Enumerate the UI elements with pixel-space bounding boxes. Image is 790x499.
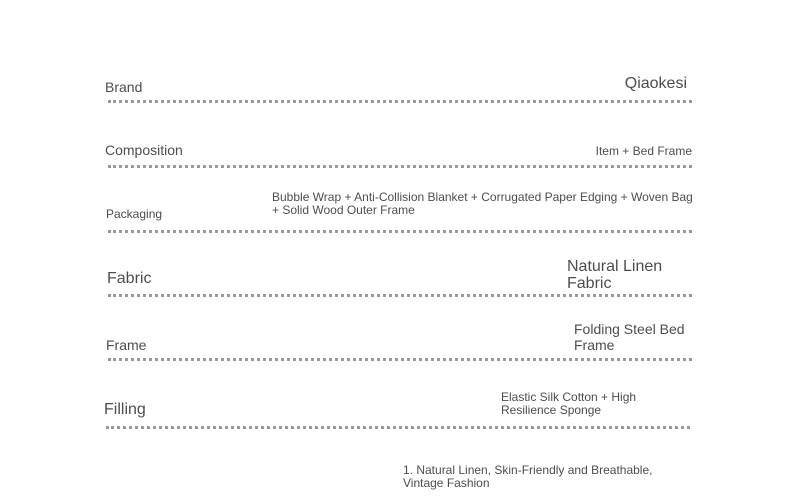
spec-value: Natural Linen Fabric (567, 258, 663, 292)
spec-value: Folding Steel Bed Frame (574, 321, 685, 354)
row-divider (108, 294, 692, 297)
spec-label: Packaging (106, 207, 163, 221)
spec-value: Bubble Wrap + Anti-Collision Blanket + Corrugated Paper Edging + Woven Bag + Solid Wood Outer Frame (272, 190, 693, 217)
row-divider (108, 230, 692, 233)
spec-label: Filling (104, 401, 146, 418)
spec-value: Elastic Silk Cotton + High Resilience Sponge (501, 390, 637, 417)
spec-value: Qiaokesi (624, 75, 687, 92)
row-divider (106, 426, 690, 429)
spec-label: Brand (105, 79, 143, 95)
spec-label: Fabric (107, 270, 152, 287)
row-divider (108, 165, 692, 168)
feature-item: 1. Natural Linen, Skin-Friendly and Breathable, Vintage Fashion (403, 463, 653, 490)
spec-label: Frame (106, 337, 147, 353)
row-divider (108, 358, 692, 361)
spec-label: Composition (105, 142, 183, 158)
row-divider (108, 100, 692, 103)
spec-value: Item + Bed Frame (595, 144, 692, 158)
